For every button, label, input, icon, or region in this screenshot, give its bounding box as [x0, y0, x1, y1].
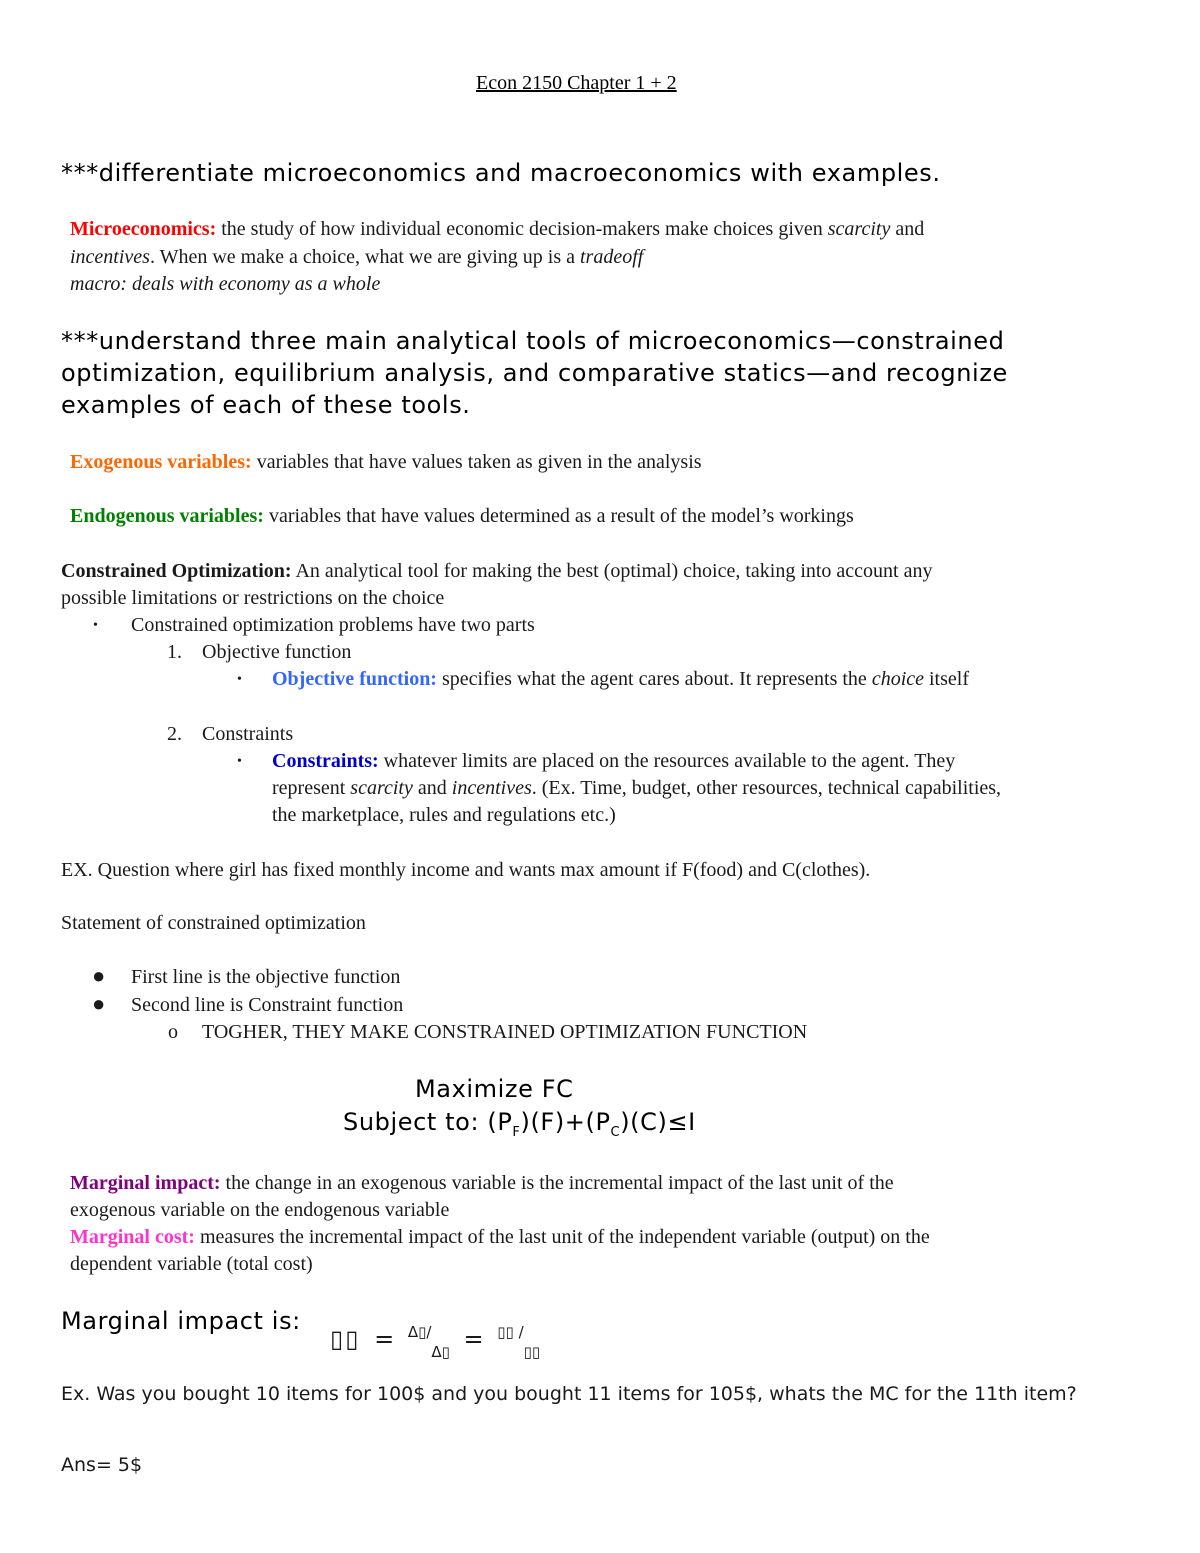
- constraints-definition-line2: represent scarcity and incentives. (Ex. Time, budget, other resources, technical capabilities,: [272, 777, 1002, 799]
- constrained-two-parts: Constrained optimization problems have two parts: [131, 614, 535, 636]
- exogenous-definition: Exogenous variables: variables that have values taken as given in the analysis: [70, 451, 702, 473]
- bullet-marker: •: [237, 672, 242, 687]
- bullet-marker: ●: [92, 963, 106, 988]
- heading-tools-line3: examples of each of these tools.: [61, 391, 471, 419]
- marginal-impact-is-label: Marginal impact is:: [61, 1307, 301, 1335]
- list-number-1: 1.: [167, 641, 182, 663]
- statement-heading: Statement of constrained optimization: [61, 912, 366, 934]
- constrained-definition-line2: possible limitations or restrictions on the choice: [61, 587, 445, 609]
- list-number-2: 2.: [167, 723, 182, 745]
- list-item-first-line: First line is the objective function: [131, 966, 401, 988]
- formula-subject-to: Subject to: $(P_F)(F)+(P_C)(C)\le I$: [343, 1108, 696, 1140]
- micro-definition-line1: Microeconomics: the study of how individual economic decision-makers make choices given scarcity and: [70, 218, 925, 240]
- sub-bullet-marker: o: [168, 1021, 178, 1043]
- page-title: Econ 2150 Chapter 1 + 2: [476, 72, 677, 94]
- constraints-definition-line3: the marketplace, rules and regulations etc.): [272, 804, 616, 826]
- bullet-marker: •: [93, 618, 98, 633]
- mc-example-question: Ex. Was you bought 10 items for 100$ and you bought 11 items for 105$, whats the MC for the 11th item?: [61, 1383, 1077, 1405]
- bullet-marker: ●: [92, 991, 106, 1016]
- objective-function-definition: Objective function: specifies what the agent cares about. It represents the choice itself: [272, 668, 969, 690]
- term-constraints: Constraints:: [272, 750, 379, 772]
- term-marginal-cost: Marginal cost:: [70, 1226, 195, 1248]
- constraints-definition-line1: Constraints: whatever limits are placed on the resources available to the agent. They: [272, 750, 956, 772]
- term-exogenous: Exogenous variables:: [70, 451, 252, 473]
- marginal-impact-line1: Marginal impact: the change in an exogenous variable is the incremental impact of the last unit of the: [70, 1172, 894, 1194]
- formula-maximize: Maximize FC: [415, 1075, 574, 1103]
- heading-tools-line2: optimization, equilibrium analysis, and comparative statics—and recognize: [61, 359, 1008, 387]
- term-endogenous: Endogenous variables:: [70, 505, 264, 527]
- heading-tools-line1: ***understand three main analytical tools of microeconomics—constrained: [61, 327, 1005, 355]
- list-item-together: TOGHER, THEY MAKE CONSTRAINED OPTIMIZATION FUNCTION: [202, 1021, 808, 1043]
- marginal-cost-line1: Marginal cost: measures the incremental impact of the last unit of the independent variable (output) on the: [70, 1226, 930, 1248]
- endogenous-definition: Endogenous variables: variables that have values determined as a result of the model’s workings: [70, 505, 854, 527]
- term-objective-function: Objective function:: [272, 668, 437, 690]
- bullet-marker: •: [237, 754, 242, 769]
- term-marginal-impact: Marginal impact:: [70, 1172, 221, 1194]
- heading-micro-macro: ***differentiate microeconomics and macroeconomics with examples.: [61, 159, 941, 187]
- item-objective-function: Objective function: [202, 641, 352, 663]
- constrained-definition-line1: Constrained Optimization: An analytical tool for making the best (optimal) choice, taking into account any: [61, 560, 933, 582]
- marginal-cost-line2: dependent variable (total cost): [70, 1253, 313, 1275]
- example-question: EX. Question where girl has fixed monthly income and wants max amount if F(food) and C(clothes).: [61, 859, 871, 881]
- term-microeconomics: Microeconomics:: [70, 218, 217, 240]
- macro-definition: macro: deals with economy as a whole: [70, 273, 381, 295]
- term-constrained-optimization: Constrained Optimization:: [61, 560, 292, 582]
- list-item-second-line: Second line is Constraint function: [131, 994, 404, 1016]
- marginal-impact-formula: ▯▯ = $^{\Delta▯/}_{\Delta▯}$ = ▯▯ /$_{▯▯}$: [330, 1323, 541, 1361]
- marginal-impact-line2: exogenous variable on the endogenous variable: [70, 1199, 450, 1221]
- mc-example-answer: Ans= 5$: [61, 1454, 143, 1476]
- micro-definition-line2: incentives. When we make a choice, what we are giving up is a tradeoff: [70, 246, 644, 268]
- item-constraints: Constraints: [202, 723, 294, 745]
